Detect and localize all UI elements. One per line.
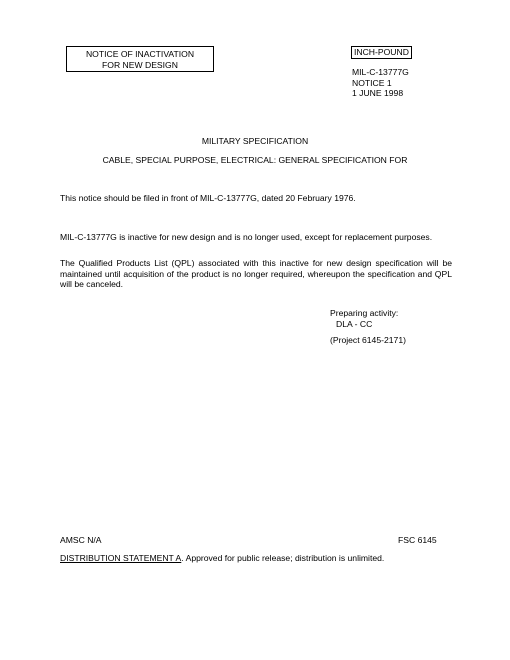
- inch-pound-box: INCH-POUND: [351, 46, 412, 59]
- filing-instruction: This notice should be filed in front of MIL-C-13777G, dated 20 February 1976.: [60, 193, 356, 203]
- preparing-activity-name: DLA - CC: [336, 318, 373, 329]
- fsc-code: FSC 6145: [398, 535, 437, 545]
- preparing-activity: [330, 308, 398, 329]
- notice-box-line-2: FOR NEW DESIGN: [102, 60, 178, 70]
- distribution-text: . Approved for public release; distribution is unlimited.: [181, 553, 385, 563]
- notice-box-line-1: NOTICE OF INACTIVATION: [85, 49, 195, 59]
- document-identifier: [352, 67, 409, 99]
- notice-of-inactivation-box: [66, 46, 214, 72]
- distribution-statement: [60, 553, 384, 563]
- notice-number: NOTICE 1: [352, 77, 392, 88]
- preparing-label: Preparing activity:: [330, 308, 399, 318]
- amsc-code: AMSC N/A: [60, 535, 102, 545]
- distribution-label: DISTRIBUTION STATEMENT A: [60, 553, 182, 563]
- notice-date: 1 JUNE 1998: [352, 88, 404, 98]
- page-heading: MILITARY SPECIFICATION: [201, 136, 309, 146]
- qpl-paragraph: The Qualified Products List (QPL) associated with this inactive for new design specification will be maintained until acquisition of the product is no longer required, whereupon the specification and QPL will be canceled.: [60, 258, 452, 289]
- doc-id: MIL-C-13777G: [352, 67, 409, 77]
- inactive-statement: MIL-C-13777G is inactive for new design and is no longer used, except for replacement purposes.: [60, 232, 433, 242]
- project-number: (Project 6145-2171): [330, 335, 406, 345]
- spec-title: CABLE, SPECIAL PURPOSE, ELECTRICAL: GENERAL SPECIFICATION FOR: [102, 155, 408, 165]
